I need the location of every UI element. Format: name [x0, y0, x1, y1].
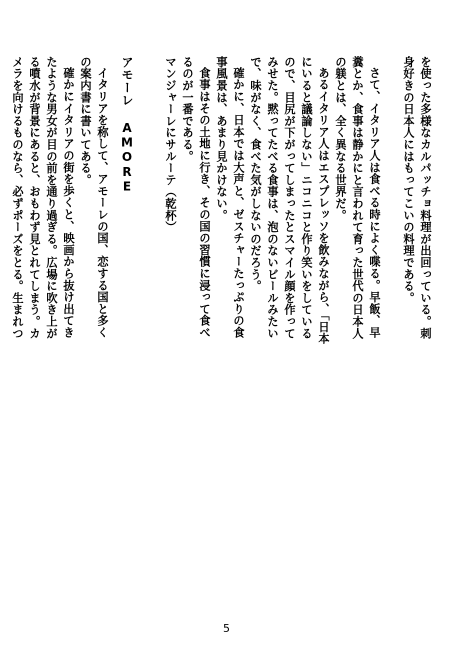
text-line: 事風景は、あまり見かけない。 [215, 56, 228, 222]
text-line [384, 56, 399, 636]
text-line: さて、イタリア人は食べる時によく喋る。早飯、早 [368, 67, 381, 339]
text-line: で、味がなく、食べた気がしないのだろう。 [249, 56, 262, 292]
text-line: 確かにイタリアの街を歩くと、映画から抜け出てき [62, 67, 75, 339]
text-line: の案内書に書いてある。 [79, 56, 92, 186]
section-heading: アモーレ AMORE [120, 56, 134, 194]
text-line: メラを向けるものなら、必ずポーズをとる。生まれつ [11, 56, 24, 340]
text-line: の躾とは、全く異なる世界だ。 [334, 56, 347, 222]
text-line: にいると議論しない」ニコニコと作り笑いをしている [300, 56, 313, 340]
text-line: ので、目尻が下がってしまったとスマイル顔を作って [283, 56, 296, 340]
text-line: を使った多様なカルパッチョ料理が出回っている。刺 [419, 56, 432, 340]
text-line: る噴水が背景にあると、おもわず見とれてしまう。カ [28, 56, 41, 340]
text-line: 身好きの日本人にはもってこいの料理である。 [402, 56, 415, 304]
text-line: 確かに、日本では大声と、ゼスチャーたっぷりの食 [232, 67, 245, 339]
text-line: るのが一番である。 [181, 56, 194, 163]
text-line: たような男女が目の前を通り過ぎる。広場に吹き上が [45, 56, 58, 340]
text-line: みせた。黙ってたべる食事は、泡のないビールみたい [266, 56, 279, 340]
text-line: イタリアを称して、アモーレの国、恋する国と多く [96, 67, 109, 339]
text-line: 食事はその土地に行き、その国の習慣に浸って食べ [198, 67, 211, 339]
text-line: マンジャーレにサルーテ（乾杯） [164, 56, 177, 233]
text-line: 糞とか、食事は静かにと言われて育った世代の日本人 [351, 56, 364, 340]
page-number: 5 [223, 622, 230, 635]
text-line: あるイタリア人はエスプレッソを飲みながら、「日本 [317, 67, 330, 345]
